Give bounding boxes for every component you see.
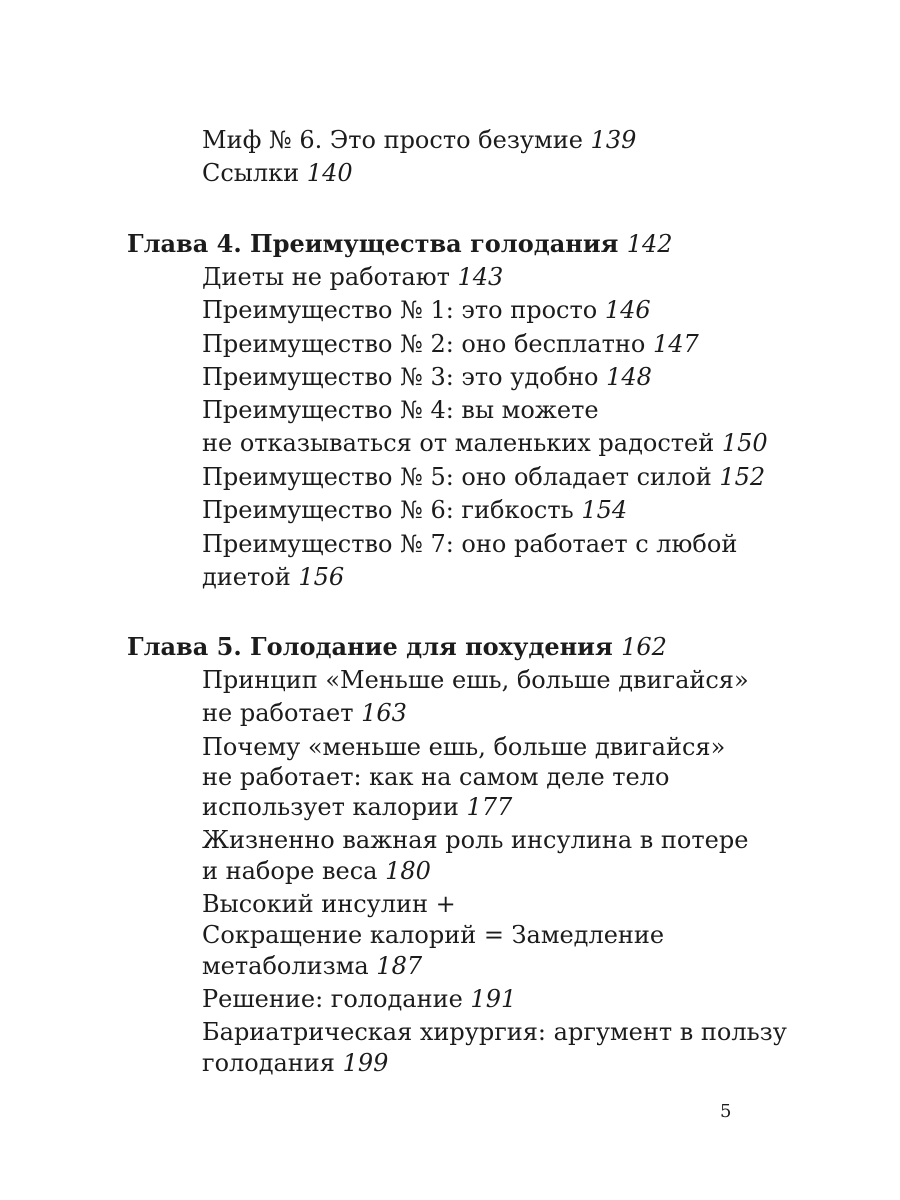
- toc-entry-high-insulin-line-2: [202, 919, 664, 952]
- toc-entry-advantage-1: [202, 294, 651, 327]
- page-number: 148: [606, 363, 652, 391]
- toc-entry-principle-line-1: [202, 664, 749, 697]
- toc-entry-why-line-3: [202, 791, 512, 824]
- toc-entry-insulin-role-line-1: [202, 824, 748, 857]
- page-folio-number: 5: [720, 1101, 732, 1122]
- page-number: 177: [466, 793, 513, 821]
- chapter-5-heading: [127, 630, 667, 664]
- entry-title: Миф № 6. Это просто безумие: [202, 126, 583, 154]
- toc-entry-high-insulin-line-1: [202, 888, 456, 921]
- chapter-title: Глава 5. Голодание для похудения: [127, 632, 613, 661]
- entry-title: Преимущество № 7: оно работает с любой: [202, 530, 738, 558]
- toc-entry-bariatric-line-2: [202, 1047, 388, 1080]
- page-number: 154: [581, 496, 628, 524]
- entry-title: диетой: [202, 563, 291, 591]
- toc-entry-principle-line-2: [202, 697, 407, 730]
- page-number: 199: [342, 1049, 389, 1077]
- entry-title: и наборе веса: [202, 857, 378, 885]
- entry-title: Преимущество № 1: это просто: [202, 296, 598, 324]
- entry-title: Высокий инсулин +: [202, 890, 456, 918]
- entry-title: использует калории: [202, 793, 459, 821]
- toc-entry-solution: [202, 983, 516, 1016]
- page-number: 162: [621, 633, 667, 661]
- toc-entry-diets: [202, 261, 503, 294]
- toc-entry-advantage-5: [202, 461, 765, 494]
- chapter-4-heading: [127, 227, 673, 261]
- page-number: 146: [604, 296, 651, 324]
- chapter-title: Глава 4. Преимущества голодания: [127, 229, 619, 258]
- toc-entry-advantage-2: [202, 328, 699, 361]
- toc-entry-insulin-role-line-2: [202, 855, 431, 888]
- page-number: 163: [361, 699, 407, 727]
- toc-entry-bariatric-line-1: [202, 1016, 787, 1049]
- entry-title: Почему «меньше ешь, больше двигайся»: [202, 733, 726, 761]
- page-number: 142: [626, 230, 673, 258]
- entry-title: метаболизма: [202, 952, 377, 980]
- toc-entry-advantage-4-line-1: [202, 394, 599, 427]
- entry-title: не отказываться от маленьких радостей: [202, 429, 715, 457]
- entry-title: Принцип «Меньше ешь, больше двигайся»: [202, 666, 749, 694]
- entry-title: Жизненно важная роль инсулина в потере: [202, 826, 749, 854]
- toc-entry-advantage-4-line-2: [202, 427, 768, 460]
- entry-title: Преимущество № 5: оно обладает силой: [202, 463, 712, 491]
- page-number: 140: [306, 159, 353, 187]
- toc-entry-references: [202, 157, 353, 190]
- page-number: 191: [470, 985, 517, 1013]
- entry-title: Бариатрическая хирургия: аргумент в пользу: [202, 1018, 787, 1046]
- entry-title: не работает: [202, 699, 354, 727]
- page-number: 152: [719, 463, 766, 491]
- page-number: 147: [652, 330, 699, 358]
- entry-title: Решение: голодание: [202, 985, 463, 1013]
- entry-title: Сокращение калорий = Замедление: [202, 921, 665, 949]
- page-number: 180: [385, 857, 431, 885]
- entry-title: Преимущество № 2: оно бесплатно: [202, 330, 646, 358]
- entry-title: Преимущество № 4: вы можете: [202, 396, 599, 424]
- entry-title: Преимущество № 3: это удобно: [202, 363, 599, 391]
- toc-entry-advantage-7-line-1: [202, 528, 737, 561]
- entry-title: голодания: [202, 1049, 335, 1077]
- toc-entry-why-line-1: [202, 731, 725, 764]
- toc-entry-advantage-6: [202, 494, 627, 527]
- toc-entry-advantage-3: [202, 361, 652, 394]
- toc-entry-high-insulin-line-3: [202, 950, 422, 983]
- toc-entry-why-line-2: [202, 761, 669, 794]
- toc-entry-advantage-7-line-2: [202, 561, 344, 594]
- page-number: 143: [457, 263, 504, 291]
- toc-entry-myth-6: [202, 124, 636, 157]
- page-number: 187: [376, 952, 423, 980]
- page-number: 156: [298, 563, 345, 591]
- entry-title: не работает: как на самом деле тело: [202, 763, 670, 791]
- page-number: 139: [590, 126, 637, 154]
- entry-title: Преимущество № 6: гибкость: [202, 496, 574, 524]
- entry-title: Ссылки: [202, 159, 300, 187]
- page-number: 150: [721, 429, 768, 457]
- entry-title: Диеты не работают: [202, 263, 450, 291]
